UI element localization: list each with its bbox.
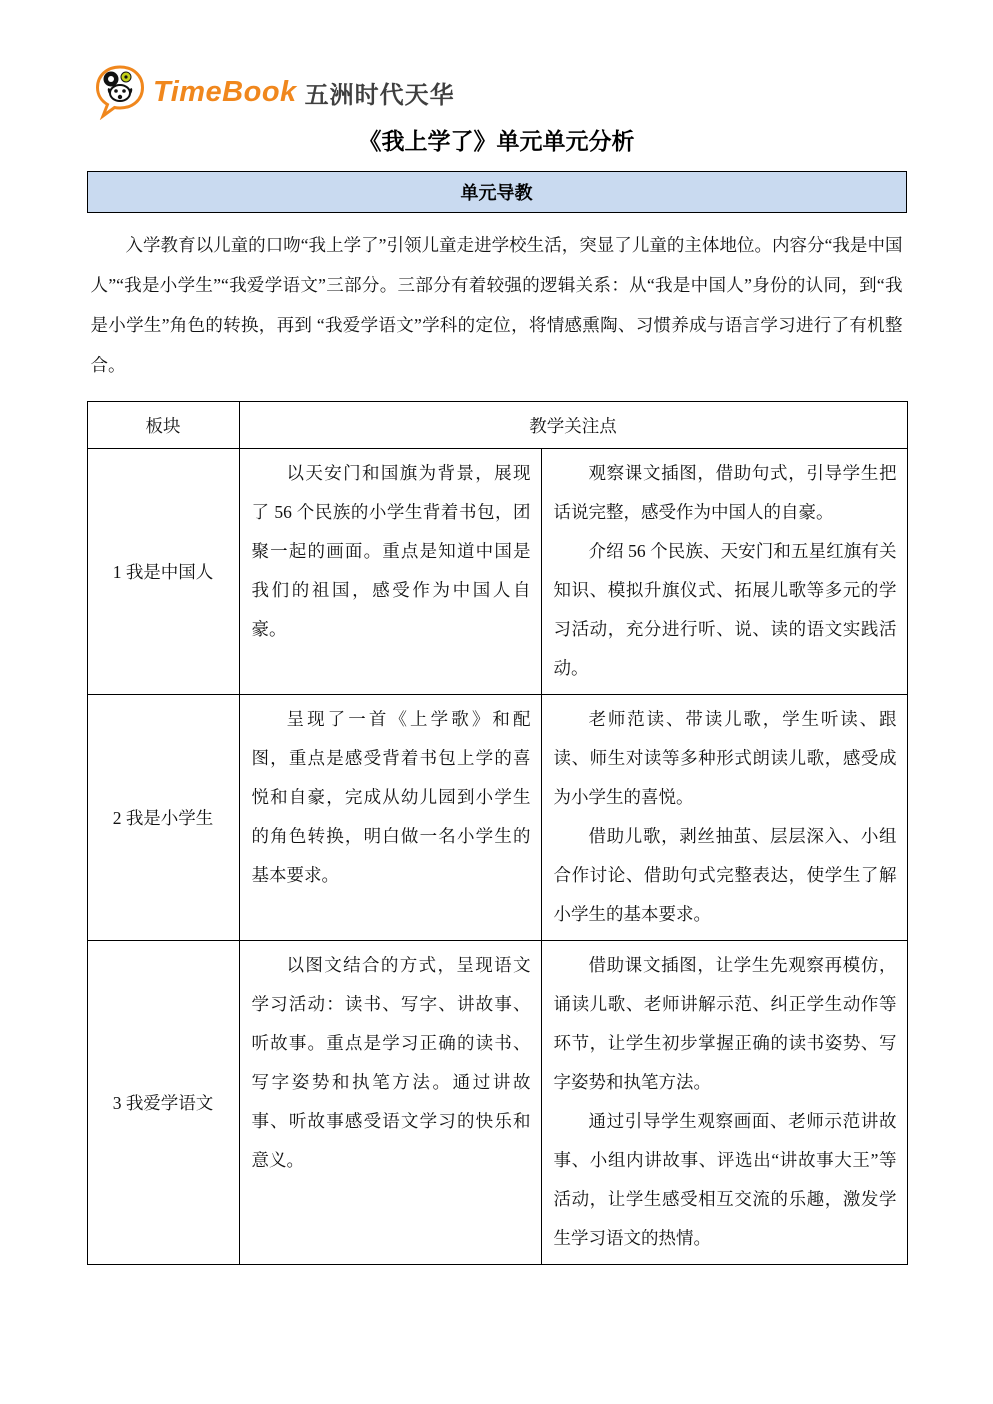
row-description-cell [239,449,541,695]
row-label: 3 我爱学语文 [87,941,239,1265]
table-row [87,695,907,941]
row-focus-cell [541,449,907,695]
row-description-cell [239,695,541,941]
document-page [87,0,907,1265]
row-description: 呈现了一首《上学歌》和配图，重点是感受背着书包上学的喜悦和自豪，完成从幼儿园到小学生的角色转换，明白做一名小学生的基本要求。 [251,709,531,885]
intro-paragraph: 入学教育以儿童的口吻“我上学了”引领儿童走进学校生活，突显了儿童的主体地位。内容分“我是中国人”“我是小学生”“我爱学语文”三部分。三部分有着较强的逻辑关系：从“我是中国人”身份的认同，到“我是小学生”角色的转换，再到 “我爱学语文”学科的定位，将情感熏陶、习惯养成与语言学习进行了有机整合。 [90,235,903,375]
row-focus-paragraph: 借助儿歌，剥丝抽茧、层层深入、小组合作讨论、借助句式完整表达，使学生了解小学生的基本要求。 [553,826,897,924]
row-focus-paragraph: 通过引导学生观察画面、老师示范讲故事、小组内讲故事、评选出“讲故事大王”等活动，让学生感受相互交流的乐趣，激发学生学习语文的热情。 [553,1111,897,1248]
row-label: 2 我是小学生 [87,695,239,941]
row-description-cell [239,941,541,1265]
header-cell-focus: 教学关注点 [239,402,907,449]
row-focus-paragraph: 介绍 56 个民族、天安门和五星红旗有关知识、模拟升旗仪式、拓展儿歌等多元的学习活动，充分进行听、说、读的语文实践活动。 [553,541,897,678]
row-description: 以天安门和国旗为背景，展现了 56 个民族的小学生背着书包，团聚一起的画面。重点是知道中国是我们的祖国，感受作为中国人自豪。 [251,463,531,639]
row-focus-paragraph: 借助课文插图，让学生先观察再模仿，诵读儿歌、老师讲解示范、纠正学生动作等环节，让学生初步掌握正确的读书姿势、写字姿势和执笔方法。 [553,955,897,1092]
page-title: 《我上学了》单元单元分析 [358,129,635,154]
logo-company-text: 五洲时代天华 [304,81,455,109]
row-label: 1 我是中国人 [87,449,239,695]
row-description: 以图文结合的方式，呈现语文学习活动：读书、写字、讲故事、听故事。重点是学习正确的读书、写字姿势和执笔方法。通过讲故事、听故事感受语文学习的快乐和意义。 [251,955,531,1170]
section-banner [87,171,907,213]
row-focus-cell [541,941,907,1265]
table-header-row [87,402,907,449]
row-focus-cell [541,695,907,941]
row-focus-paragraph: 老师范读、带读儿歌，学生听读、跟读、师生对读等多种形式朗读儿歌，感受成为小学生的喜悦。 [553,709,897,807]
unit-analysis-table [87,401,908,1265]
section-banner-label: 单元导教 [460,183,533,203]
header-cell-block: 板块 [87,402,239,449]
timebook-dog-icon [93,64,147,120]
table-row [87,941,907,1265]
table-row [87,449,907,695]
row-focus-paragraph: 观察课文插图，借助句式，引导学生把话说完整，感受作为中国人的自豪。 [553,463,897,522]
logo-brand-text: TimeBook [153,75,297,108]
timebook-logo [93,64,455,120]
